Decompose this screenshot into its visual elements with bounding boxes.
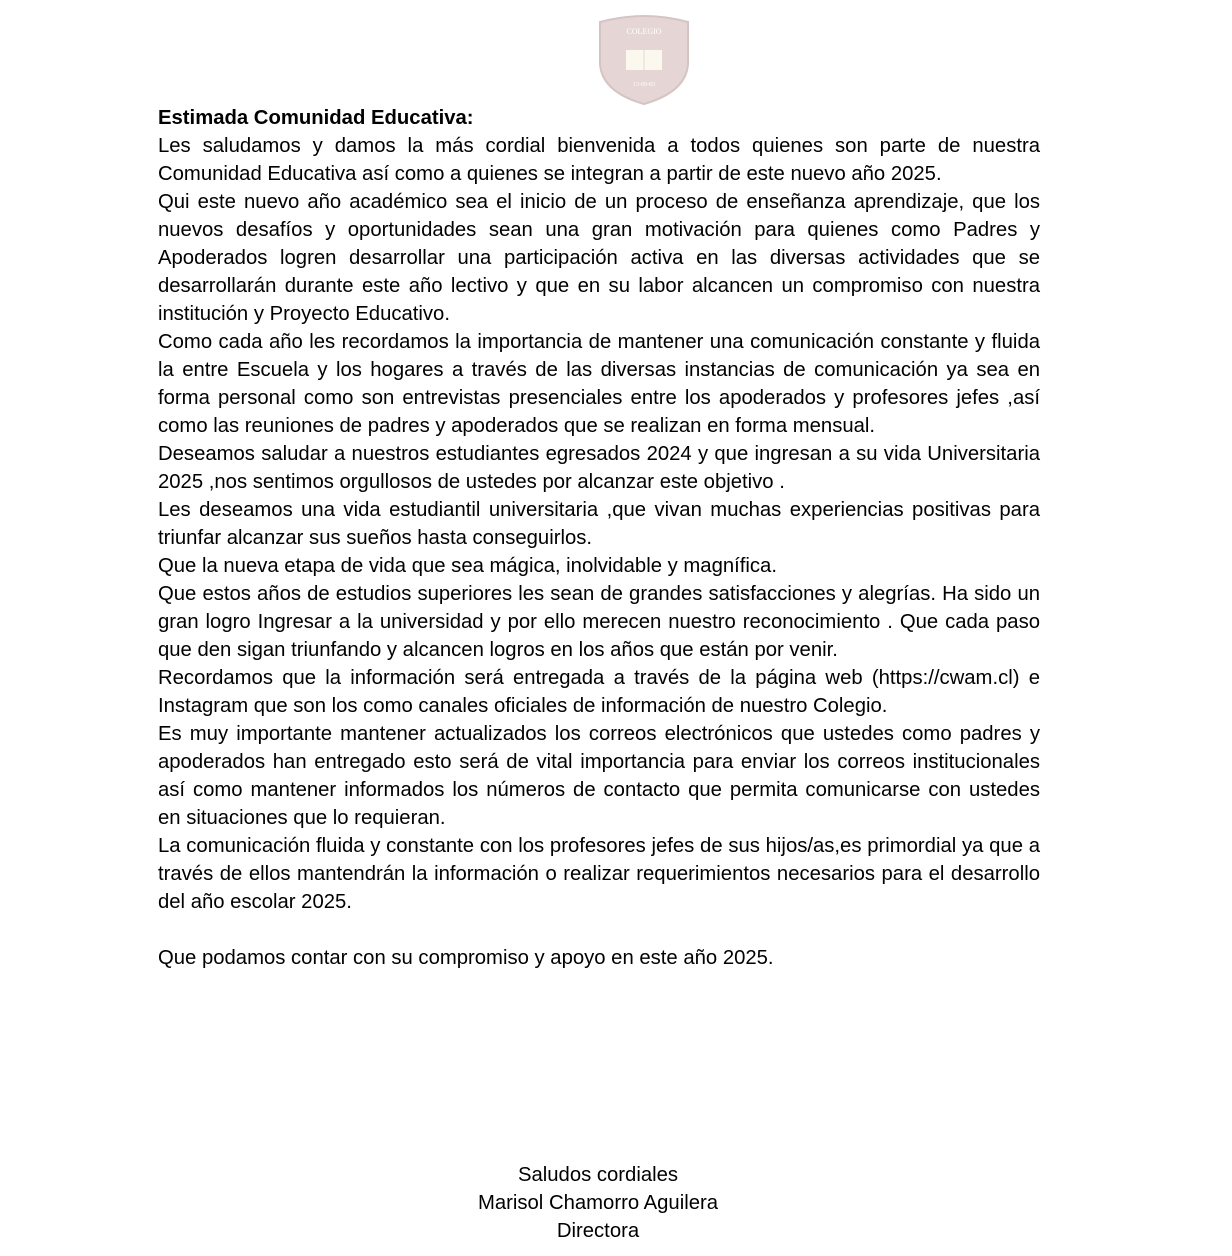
school-crest-logo <box>596 14 692 106</box>
signer-title: Directora <box>556 1220 640 1242</box>
signer-name: Marisol Chamorro Aguilera <box>477 1192 719 1214</box>
paragraph: Es muy importante mantener actualizados los correos electrónicos que ustedes como padres y apoderados han entregado esto será de vital importancia para enviar los correos institucionales así como mantener informados los números de contacto que permita comunicarse con ustedes en situaciones que lo requieran. <box>158 723 1040 829</box>
paragraph: Deseamos saludar a nuestros estudiantes egresados 2024 y que ingresan a su vida Universitaria 2025 ,nos sentimos orgullosos de ustedes por alcanzar este objetivo . <box>158 443 1040 493</box>
signature-block <box>398 1161 798 1245</box>
paragraph: La comunicación fluida y constante con los profesores jefes de sus hijos/as,es primordial ya que a través de ellos mantendrán la información o realizar requerimientos necesarios para el desarrollo del año escolar 2025. <box>158 835 1040 913</box>
svg-text:COLEGIO: COLEGIO <box>626 27 662 36</box>
closing-paragraph: Que podamos contar con su compromiso y apoyo en este año 2025. <box>158 947 774 969</box>
paragraph: Les saludamos y damos la más cordial bienvenida a todos quienes son parte de nuestra Comunidad Educativa así como a quienes se integran a partir de este nuevo año 2025. <box>158 135 1040 185</box>
salutation: Saludos cordiales <box>517 1164 679 1186</box>
svg-text:13-09-83: 13-09-83 <box>633 82 655 88</box>
paragraph: Qui este nuevo año académico sea el inicio de un proceso de enseñanza aprendizaje, que los nuevos desafíos y oportunidades sean una gran motivación para quienes como Padres y Apoderados logren desarrollar una participación activa en las diversas actividades que se desarrollarán durante este año lectivo y que en su labor alcancen un compromiso con nuestra institución y Proyecto Educativo. <box>158 191 1040 325</box>
greeting: Estimada Comunidad Educativa: <box>158 107 474 129</box>
paragraph: Que estos años de estudios superiores les sean de grandes satisfacciones y alegrías. Ha sido un gran logro Ingresar a la universidad y por ello merecen nuestro reconocimiento . Que cada paso que den sigan triunfando y alcancen logros en los años que están por venir. <box>158 583 1040 661</box>
letter-body <box>158 104 1040 972</box>
paragraph: Recordamos que la información será entregada a través de la página web (https://cwam.cl) e Instagram que son los como canales oficiales de información de nuestro Colegio. <box>158 667 1040 717</box>
paragraph: Como cada año les recordamos la importancia de mantener una comunicación constante y fluida la entre Escuela y los hogares a través de las diversas instancias de comunicación ya sea en forma personal como son entrevistas presenciales entre los apoderados y profesores jefes ,así como las reuniones de padres y apoderados que se realizan en forma mensual. <box>158 331 1040 437</box>
paragraph: Les deseamos una vida estudiantil universitaria ,que vivan muchas experiencias positivas para triunfar alcanzar sus sueños hasta conseguirlos. <box>158 499 1040 549</box>
paragraph: Que la nueva etapa de vida que sea mágica, inolvidable y magnífica. <box>158 555 777 577</box>
